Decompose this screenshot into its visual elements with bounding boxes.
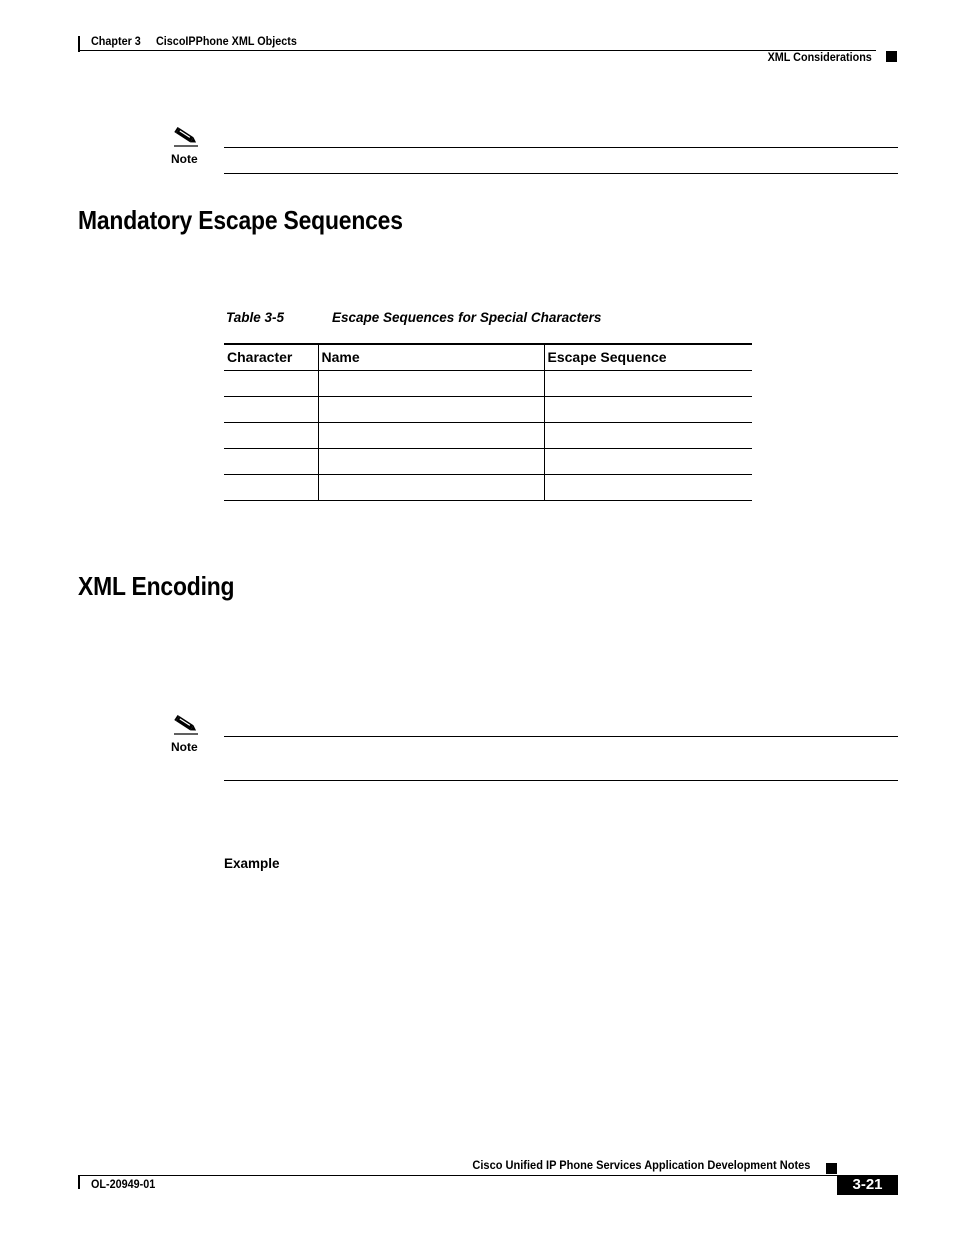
table-cell — [544, 474, 752, 500]
page-number: 3-21 — [837, 1175, 898, 1195]
table-cell — [224, 396, 318, 422]
table-cell — [318, 370, 544, 396]
table-cell — [318, 474, 544, 500]
footer-left-bar — [78, 1175, 80, 1189]
header-rule — [78, 50, 876, 51]
table-row — [224, 422, 752, 448]
table-cell — [544, 370, 752, 396]
footer-doc-title: Cisco Unified IP Phone Services Application Development Notes — [471, 1158, 810, 1172]
table-cell — [318, 396, 544, 422]
example-label: Example — [224, 856, 280, 871]
header-chapter: Chapter 3 — [91, 34, 141, 48]
header-marker — [886, 51, 897, 62]
table-cell — [224, 422, 318, 448]
header-chapter-title: CiscoIPPhone XML Objects — [156, 34, 297, 48]
column-header: Character — [224, 344, 318, 370]
note-top-rule — [224, 147, 898, 148]
note-label: Note — [171, 740, 198, 754]
table-cell — [224, 448, 318, 474]
note-top-rule — [224, 736, 898, 737]
table-header-row — [224, 344, 752, 370]
pencil-note-icon — [173, 125, 199, 147]
table-row — [224, 396, 752, 422]
section-heading-xml-encoding: XML Encoding — [78, 571, 235, 601]
table-cell — [544, 448, 752, 474]
table-cell — [318, 448, 544, 474]
footer-rule — [78, 1175, 898, 1176]
section-heading-mandatory-escape: Mandatory Escape Sequences — [78, 205, 403, 235]
note-bottom-rule — [224, 780, 898, 781]
header-section-title: XML Considerations — [767, 50, 872, 64]
table-cell — [544, 396, 752, 422]
note-label: Note — [171, 152, 198, 166]
table-cell — [318, 422, 544, 448]
footer-marker — [826, 1163, 837, 1174]
table-row — [224, 370, 752, 396]
note-bottom-rule — [224, 173, 898, 174]
table-cell — [224, 474, 318, 500]
pencil-note-icon — [173, 713, 199, 735]
column-header: Escape Sequence — [544, 344, 752, 370]
table-number: Table 3-5 — [226, 310, 285, 325]
table-cell — [544, 422, 752, 448]
table-row — [224, 474, 752, 500]
escape-sequences-table — [224, 343, 752, 501]
table-caption: Escape Sequences for Special Characters — [332, 310, 602, 325]
column-header: Name — [318, 344, 544, 370]
table-cell — [224, 370, 318, 396]
footer-doc-id: OL-20949-01 — [91, 1177, 156, 1191]
table-row — [224, 448, 752, 474]
